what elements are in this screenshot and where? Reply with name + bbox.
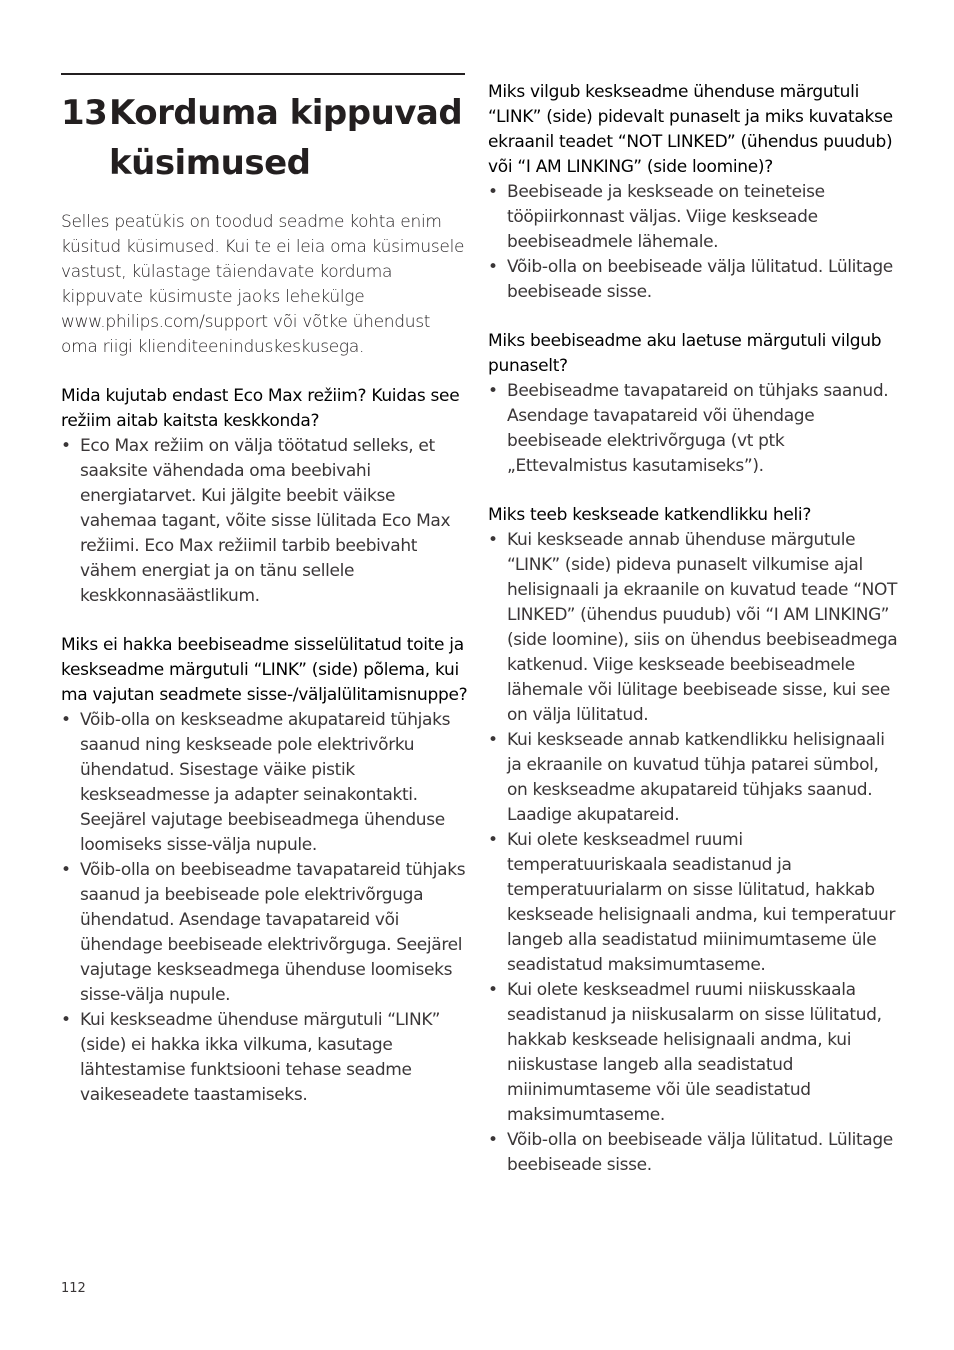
chapter-title [61,88,469,188]
faq-answer-item [488,379,898,479]
left-faq-list [61,384,469,1108]
faq-answer-text: Võib-olla on keskseadme akupatareid tühjaks saanud ning keskseade pole elektrivõrku ühendatud. Sisestage väike pistik keskseadmesse ja adapter seinakontakti. Seejärel vajutage beebiseadmega ühenduse loomiseks sisse-välja nupule. [80,710,451,855]
header-rule [61,73,465,75]
faq-answer-list [488,528,898,1178]
faq-answer-text: Eco Max režiim on välja töötatud selleks, et saaksite vähendada oma beebivahi energiatarvet. Kui jälgite beebit väikse vahemaa tagant, võite sisse lülitada Eco Max režiimi. Eco Max režiimil tarbib beebivaht vähem energiat ja on tänu sellele keskkonnasäästlikum. [80,436,451,606]
faq-answer-list [488,180,898,305]
faq-answer-text: Kui olete keskseadmel ruumi niiskusskaala seadistanud ja niiskusalarm on sisse lülitatud, hakkab keskseade helisignaali andma, kui niiskustase langeb alla seadistatud miinimumtaseme või üle seadistatud maksimumtaseme. [507,980,882,1125]
faq-answer-item [488,255,898,305]
faq-answer-item [61,1008,469,1108]
faq-question: Miks teeb keskseade katkendlikku heli? [488,505,812,525]
faq-answer-text: Kui olete keskseadmel ruumi temperatuuriskaala seadistanud ja temperatuurialarm on sisse lülitatud, hakkab keskseade helisignaali andma, kui temperatuur langeb alla seadistatud miinimumtaseme üle seadistatud maksimumtaseme. [507,830,896,975]
faq-answer-list [61,708,469,1108]
faq-answer-text: Beebiseade ja keskseade on teineteise tööpiirkonnast väljas. Viige keskseade beebiseadmele lähemale. [507,182,825,252]
bullet-icon: • [488,182,498,202]
faq-question: Miks beebiseadme aku laetuse märgutuli vilgub punaselt? [488,331,882,376]
left-column [61,88,469,1132]
faq-answer-item [488,528,898,728]
faq-item [61,384,469,609]
faq-answer-item [61,708,469,858]
faq-item [61,633,469,1108]
bullet-icon: • [488,830,498,850]
intro-paragraph: Selles peatükis on toodud seadme kohta enim küsitud küsimused. Kui te ei leia oma küsimusele vastust, külastage täiendavate korduma kippuvate küsimuste jaoks lehekülge www.philips.com/support või võtke ühendust oma riigi klienditeeninduskeskusega. [61,212,465,357]
faq-question: Mida kujutab endast Eco Max režiim? Kuidas see režiim aitab kaitsta keskkonda? [61,386,460,431]
faq-answer-item [488,828,898,978]
bullet-icon: • [61,860,71,880]
faq-answer-text: Beebiseadme tavapatareid on tühjaks saanud. Asendage tavapatareid või ühendage beebiseade elektrivõrguga (vt ptk „Ettevalmistus kasutamiseks”). [507,381,889,476]
faq-answer-text: Kui keskseadme ühenduse märgutuli “LINK” (side) ei hakka ikka vilkuma, kasutage lähtestamise funktsiooni tehase seadme vaikeseadete taastamiseks. [80,1010,441,1105]
right-faq-list [488,80,898,1178]
bullet-icon: • [61,710,71,730]
bullet-icon: • [488,1130,498,1150]
bullet-icon: • [488,381,498,401]
faq-answer-list [61,434,469,609]
bullet-icon: • [488,530,498,550]
faq-item [488,80,898,305]
faq-answer-text: Võib-olla on beebiseade välja lülitatud. Lülitage beebiseade sisse. [507,1130,893,1175]
bullet-icon: • [61,436,71,456]
right-column [488,80,898,1202]
faq-answer-text: Võib-olla on beebiseade välja lülitatud. Lülitage beebiseade sisse. [507,257,893,302]
faq-answer-text: Võib-olla on beebiseadme tavapatareid tühjaks saanud ja beebiseade pole elektrivõrguga ühendatud. Asendage tavapatareid või ühendage beebiseade elektrivõrguga. Seejärel vajutage keskseadmega ühenduse loomiseks sisse-välja nupule. [80,860,466,1005]
faq-answer-item [488,978,898,1128]
chapter-number: 13 [61,93,108,133]
faq-item [488,503,898,1178]
page-number: 112 [61,1281,86,1296]
faq-answer-text: Kui keskseade annab katkendlikku helisignaali ja ekraanile on kuvatud tühja patarei sümbol, on keskseadme akupatareid tühjaks saanud. Laadige akupatareid. [507,730,885,825]
faq-answer-item [61,858,469,1008]
bullet-icon: • [61,1010,71,1030]
bullet-icon: • [488,730,498,750]
faq-answer-item [488,1128,898,1178]
faq-item [488,329,898,479]
chapter-title-text: Korduma kippuvad küsimused [109,93,463,183]
bullet-icon: • [488,980,498,1000]
faq-answer-text: Kui keskseade annab ühenduse märgutule “LINK” (side) pideva punaselt vilkumise ajal helisignaali ja ekraanile on kuvatud teade “NOT LINKED” (ühendus puudub) või “I AM LINKING” (side loomine), siis on ühendus beebiseadmega katkenud. Viige keskseade beebiseadmele lähemale või lülitage beebiseade sisse, kui see on välja lülitatud. [507,530,898,725]
faq-answer-item [61,434,469,609]
faq-question: Miks vilgub keskseadme ühenduse märgutuli “LINK” (side) pidevalt punaselt ja miks kuvatakse ekraanil teadet “NOT LINKED” (ühendus puudub) või “I AM LINKING” (side loomine)? [488,82,893,177]
faq-answer-item [488,180,898,255]
faq-answer-item [488,728,898,828]
faq-answer-list [488,379,898,479]
bullet-icon: • [488,257,498,277]
faq-question: Miks ei hakka beebiseadme sisselülitatud toite ja keskseadme märgutuli “LINK” (side) põlema, kui ma vajutan seadmete sisse-/väljalülitamisnuppe? [61,635,468,705]
